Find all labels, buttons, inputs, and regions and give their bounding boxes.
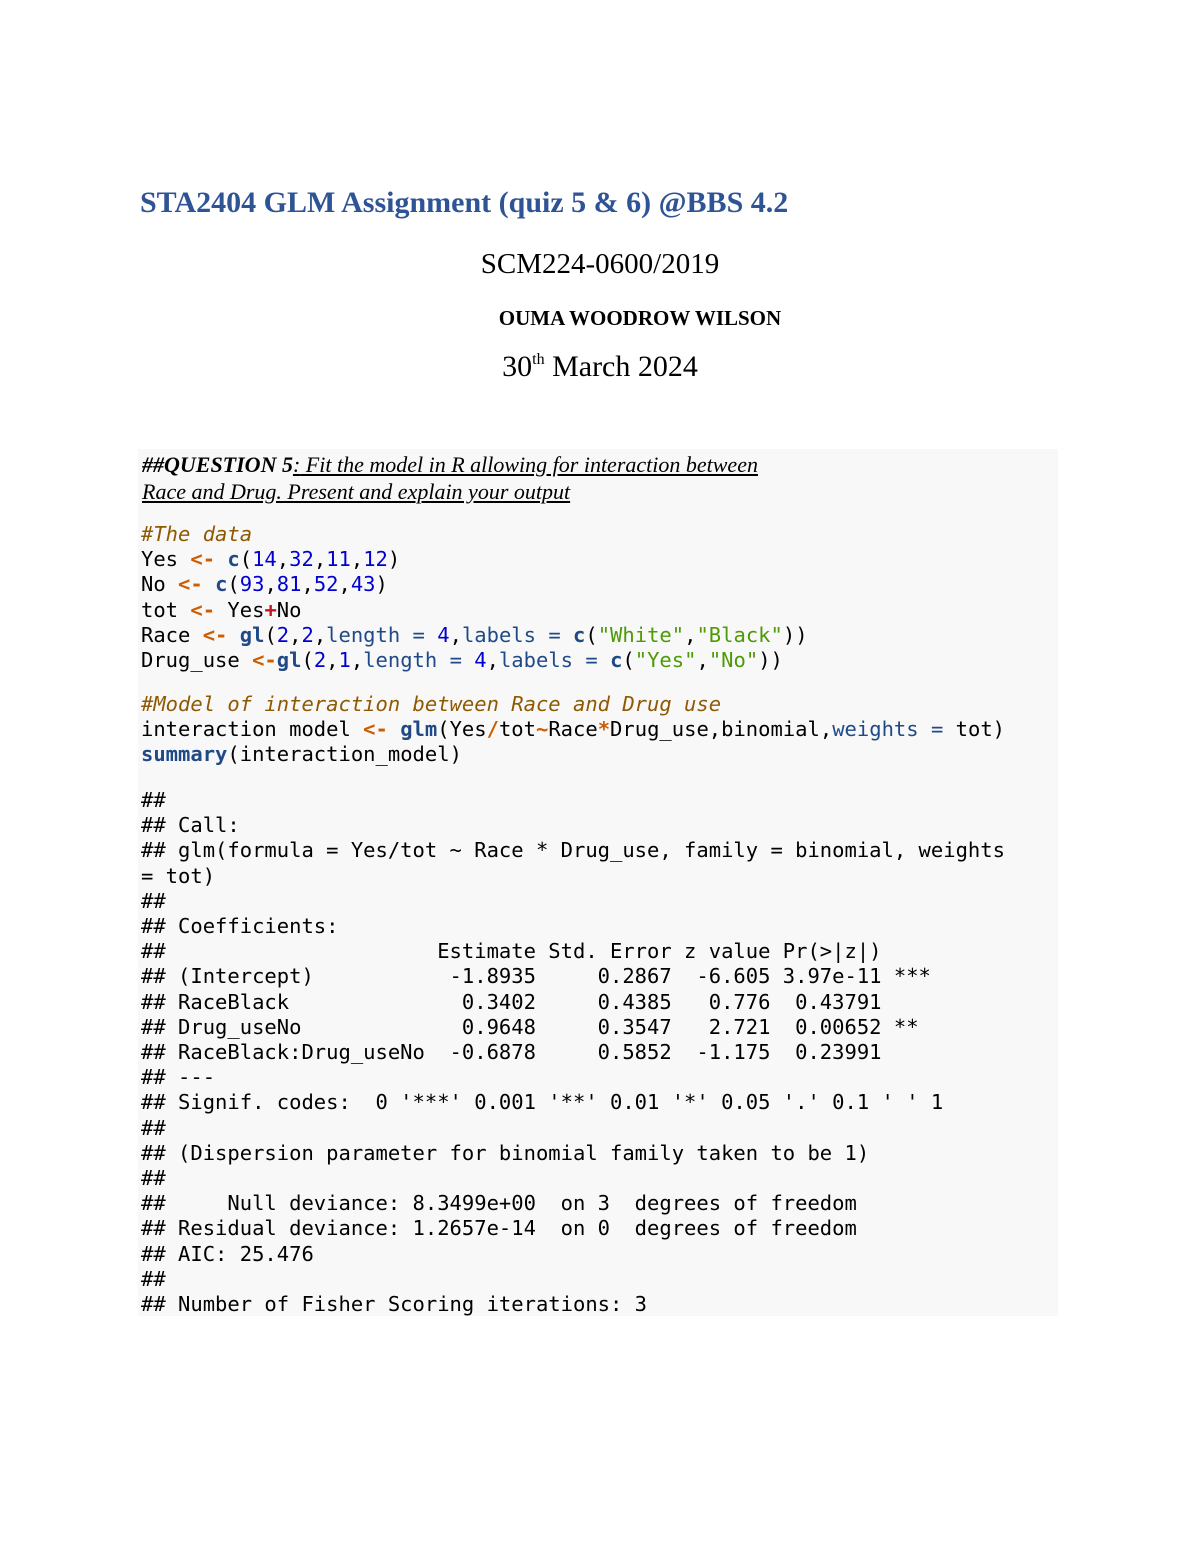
question-colon: : <box>292 452 301 477</box>
output-line: ## (Dispersion parameter for binomial family taken to be 1) <box>141 1140 870 1165</box>
code-block <box>138 449 1058 1316</box>
output-line: ## <box>141 788 166 812</box>
yes-value: 12 <box>363 547 388 572</box>
output-line: ## RaceBlack:Drug_useNo -0.6878 0.5852 -1.175 0.23991 <box>141 1040 882 1065</box>
comment-model: #Model of interaction between Race and Drug use <box>141 692 722 716</box>
output-line: ## Call: <box>141 813 240 838</box>
output-line: ## Estimate Std. Error z value Pr(>|z|) <box>141 939 882 964</box>
r-code-data: #The data Yes <- c(14,32,11,12) No <- c(93,81,52,43) tot <- Yes+No Race <- gl(2,2,length = 4,labels = c("White","Black")) Drug_use <-gl(2,1,length = 4,labels = c("Yes","No")) <box>141 522 808 673</box>
yes-value: 14 <box>252 547 277 572</box>
output-line: ## glm(formula = Yes/tot ~ Race * Drug_use, family = binomial, weights <box>141 838 1005 863</box>
date-day: 30 <box>502 350 533 383</box>
race-label: "White" <box>597 622 685 647</box>
author-name: OUMA WOODROW WILSON <box>498 306 782 330</box>
no-value: 81 <box>276 572 302 597</box>
drug-label: "No" <box>708 648 759 673</box>
yes-value: 11 <box>326 547 351 572</box>
question-heading: ##QUESTION 5 <box>142 452 293 477</box>
document-date <box>0 350 1200 384</box>
question-text-line1: Fit the model in R allowing for interaction between <box>300 452 758 477</box>
output-line: ## Drug_useNo 0.9648 0.3547 2.721 0.00652 ** <box>141 1014 919 1039</box>
r-code-model: #Model of interaction between Race and Drug use interaction model <- glm(Yes/tot~Race*Drug_use,binomial,weights = tot) summary(interaction_model) <box>141 692 1006 767</box>
output-line: ## RaceBlack 0.3402 0.4385 0.776 0.43791 <box>141 989 882 1014</box>
output-line: ## Coefficients: <box>141 914 339 939</box>
registration-number: SCM224-0600/2019 <box>480 248 720 280</box>
document-title: STA2404 GLM Assignment (quiz 5 & 6) @BBS 4.2 <box>140 186 789 219</box>
output-line: ## (Intercept) -1.8935 0.2867 -6.605 3.97e-11 *** <box>141 964 931 989</box>
output-line: ## AIC: 25.476 <box>141 1241 314 1266</box>
drug-label: "Yes" <box>634 648 697 673</box>
output-line: ## <box>141 1166 166 1191</box>
no-value: 52 <box>313 572 339 597</box>
output-line: ## Signif. codes: 0 '***' 0.001 '**' 0.01 '*' 0.05 '.' 0.1 ' ' 1 <box>141 1090 944 1115</box>
output-line: ## --- <box>141 1065 216 1090</box>
output-line: ## <box>141 888 166 913</box>
date-suffix: th <box>532 351 545 368</box>
question-5 <box>142 451 842 505</box>
question-text-line2: Race and Drug. Present and explain your output <box>142 479 571 504</box>
output-line: = tot) <box>141 863 216 888</box>
r-output <box>141 788 1005 1317</box>
yes-value: 32 <box>289 547 314 572</box>
output-line: ## Number of Fisher Scoring iterations: 3 <box>141 1292 648 1317</box>
output-line: ## <box>141 1115 166 1140</box>
output-line: ## Null deviance: 8.3499e+00 on 3 degrees of freedom <box>141 1191 857 1216</box>
no-value: 43 <box>350 572 376 597</box>
comment-the-data: #The data <box>141 522 253 546</box>
race-label: "Black" <box>696 622 783 647</box>
output-line: ## <box>141 1266 166 1291</box>
date-rest: March 2024 <box>544 350 698 383</box>
output-line: ## Residual deviance: 1.2657e-14 on 0 degrees of freedom <box>141 1216 857 1241</box>
no-value: 93 <box>239 572 265 597</box>
